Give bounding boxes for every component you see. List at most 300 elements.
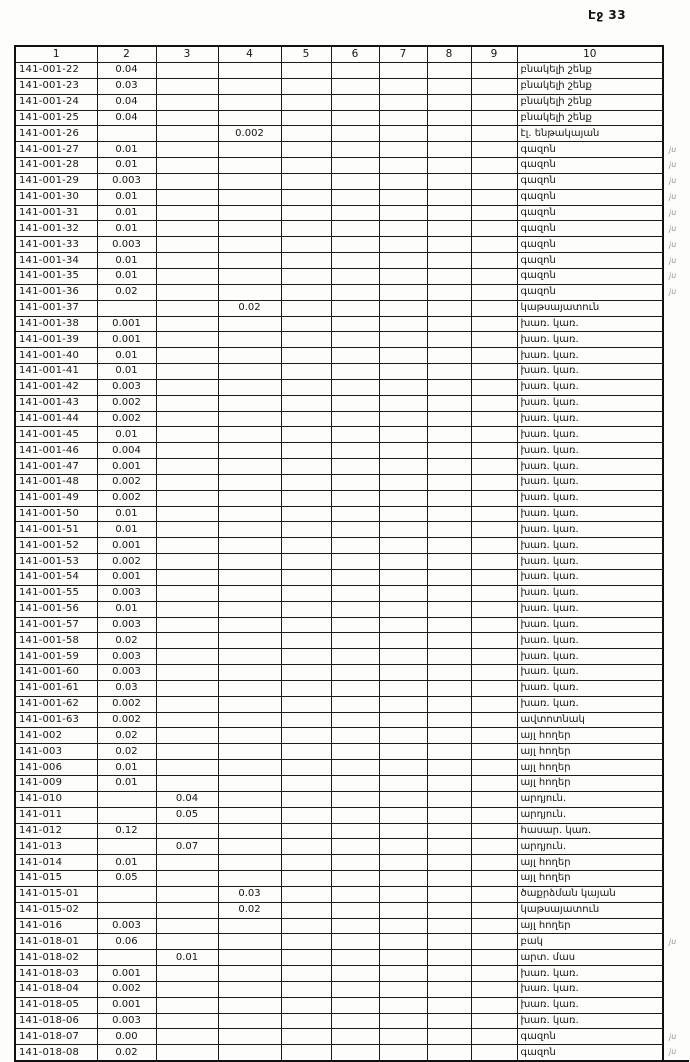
col7-value-cell bbox=[379, 1045, 427, 1061]
parcel-id-cell: 141-001-26 bbox=[15, 126, 97, 142]
col2-value-cell: 0.05 bbox=[97, 871, 156, 887]
column-header-2: 2 bbox=[97, 46, 156, 63]
col8-value-cell bbox=[427, 94, 471, 110]
col6-value-cell bbox=[331, 633, 379, 649]
col2-value-cell bbox=[97, 807, 156, 823]
table-row bbox=[15, 332, 689, 348]
col7-value-cell bbox=[379, 760, 427, 776]
col3-value-cell bbox=[156, 570, 218, 586]
col9-value-cell bbox=[471, 871, 517, 887]
col3-value-cell bbox=[156, 934, 218, 950]
col4-value-cell bbox=[218, 427, 281, 443]
col9-value-cell bbox=[471, 981, 517, 997]
col5-value-cell bbox=[281, 506, 331, 522]
land-use-cell: արդյուն. bbox=[517, 791, 663, 807]
col2-value-cell: 0.06 bbox=[97, 934, 156, 950]
col2-value-cell: 0.01 bbox=[97, 253, 156, 269]
land-use-cell: բնակելի շենք bbox=[517, 110, 663, 126]
column-header-9: 9 bbox=[471, 46, 517, 63]
parcel-id-cell: 141-001-41 bbox=[15, 364, 97, 380]
margin-mark bbox=[663, 110, 689, 126]
table-row bbox=[15, 775, 689, 791]
col5-value-cell bbox=[281, 348, 331, 364]
parcel-id-cell: 141-001-48 bbox=[15, 474, 97, 490]
col6-value-cell bbox=[331, 411, 379, 427]
col5-value-cell bbox=[281, 791, 331, 807]
col3-value-cell bbox=[156, 1013, 218, 1029]
table-row bbox=[15, 601, 689, 617]
col6-value-cell bbox=[331, 839, 379, 855]
col5-value-cell bbox=[281, 902, 331, 918]
margin-mark bbox=[663, 459, 689, 475]
margin-mark bbox=[663, 649, 689, 665]
parcel-id-cell: 141-001-32 bbox=[15, 221, 97, 237]
col8-value-cell bbox=[427, 680, 471, 696]
col9-value-cell bbox=[471, 522, 517, 538]
col6-value-cell bbox=[331, 253, 379, 269]
table-row bbox=[15, 1045, 689, 1061]
land-use-cell: ավտոտնակ bbox=[517, 712, 663, 728]
col6-value-cell bbox=[331, 142, 379, 158]
col9-value-cell bbox=[471, 807, 517, 823]
table-row bbox=[15, 791, 689, 807]
col8-value-cell bbox=[427, 855, 471, 871]
col4-value-cell bbox=[218, 158, 281, 174]
margin-mark bbox=[663, 348, 689, 364]
column-header-7: 7 bbox=[379, 46, 427, 63]
col3-value-cell bbox=[156, 966, 218, 982]
col9-value-cell bbox=[471, 712, 517, 728]
col2-value-cell: 0.002 bbox=[97, 981, 156, 997]
col9-value-cell bbox=[471, 585, 517, 601]
col5-value-cell bbox=[281, 268, 331, 284]
col8-value-cell bbox=[427, 459, 471, 475]
table-row bbox=[15, 744, 689, 760]
land-use-cell: այլ հողեր bbox=[517, 855, 663, 871]
parcel-id-cell: 141-001-27 bbox=[15, 142, 97, 158]
col9-value-cell bbox=[471, 538, 517, 554]
parcel-id-cell: 141-001-54 bbox=[15, 570, 97, 586]
col9-value-cell bbox=[471, 268, 517, 284]
col5-value-cell bbox=[281, 665, 331, 681]
table-row bbox=[15, 268, 689, 284]
col3-value-cell bbox=[156, 665, 218, 681]
table-row bbox=[15, 871, 689, 887]
col3-value-cell bbox=[156, 823, 218, 839]
col8-value-cell bbox=[427, 78, 471, 94]
table-row bbox=[15, 918, 689, 934]
col4-value-cell bbox=[218, 142, 281, 158]
col8-value-cell bbox=[427, 665, 471, 681]
col4-value-cell bbox=[218, 1045, 281, 1061]
col7-value-cell bbox=[379, 570, 427, 586]
col8-value-cell bbox=[427, 126, 471, 142]
col2-value-cell: 0.03 bbox=[97, 78, 156, 94]
margin-mark bbox=[663, 712, 689, 728]
col8-value-cell bbox=[427, 300, 471, 316]
margin-mark bbox=[663, 395, 689, 411]
col4-value-cell bbox=[218, 570, 281, 586]
col4-value-cell bbox=[218, 585, 281, 601]
col6-value-cell bbox=[331, 554, 379, 570]
parcel-id-cell: 141-016 bbox=[15, 918, 97, 934]
col7-value-cell bbox=[379, 443, 427, 459]
land-use-cell: այլ հողեր bbox=[517, 728, 663, 744]
col3-value-cell bbox=[156, 522, 218, 538]
col7-value-cell bbox=[379, 728, 427, 744]
col7-value-cell bbox=[379, 744, 427, 760]
col6-value-cell bbox=[331, 221, 379, 237]
parcel-id-cell: 141-015-01 bbox=[15, 886, 97, 902]
col8-value-cell bbox=[427, 268, 471, 284]
table-header bbox=[15, 46, 689, 63]
margin-mark bbox=[663, 443, 689, 459]
col5-value-cell bbox=[281, 950, 331, 966]
margin-spacer bbox=[663, 46, 689, 63]
land-use-cell: այլ հողեր bbox=[517, 871, 663, 887]
col7-value-cell bbox=[379, 395, 427, 411]
col6-value-cell bbox=[331, 205, 379, 221]
col9-value-cell bbox=[471, 1029, 517, 1045]
col8-value-cell bbox=[427, 1045, 471, 1061]
land-use-cell: կաթսայատուն bbox=[517, 300, 663, 316]
margin-mark bbox=[663, 300, 689, 316]
margin-mark bbox=[663, 886, 689, 902]
col3-value-cell bbox=[156, 886, 218, 902]
table-row bbox=[15, 665, 689, 681]
col3-value-cell bbox=[156, 142, 218, 158]
col5-value-cell bbox=[281, 332, 331, 348]
col8-value-cell bbox=[427, 775, 471, 791]
col2-value-cell: 0.01 bbox=[97, 158, 156, 174]
col7-value-cell bbox=[379, 94, 427, 110]
col4-value-cell bbox=[218, 775, 281, 791]
col2-value-cell bbox=[97, 791, 156, 807]
col2-value-cell: 0.002 bbox=[97, 490, 156, 506]
col5-value-cell bbox=[281, 775, 331, 791]
land-use-cell: գազոն bbox=[517, 142, 663, 158]
col8-value-cell bbox=[427, 411, 471, 427]
parcel-id-cell: 141-001-31 bbox=[15, 205, 97, 221]
col6-value-cell bbox=[331, 570, 379, 586]
col2-value-cell: 0.002 bbox=[97, 411, 156, 427]
land-use-cell: խառ. կառ. bbox=[517, 570, 663, 586]
col8-value-cell bbox=[427, 63, 471, 79]
land-use-cell: բակ bbox=[517, 934, 663, 950]
col7-value-cell bbox=[379, 981, 427, 997]
col6-value-cell bbox=[331, 126, 379, 142]
col4-value-cell bbox=[218, 744, 281, 760]
col2-value-cell: 0.003 bbox=[97, 379, 156, 395]
table-row bbox=[15, 981, 689, 997]
parcel-id-cell: 141-001-56 bbox=[15, 601, 97, 617]
parcel-id-cell: 141-014 bbox=[15, 855, 97, 871]
col7-value-cell bbox=[379, 1013, 427, 1029]
col2-value-cell: 0.001 bbox=[97, 316, 156, 332]
col5-value-cell bbox=[281, 744, 331, 760]
col5-value-cell bbox=[281, 1045, 331, 1061]
col9-value-cell bbox=[471, 934, 517, 950]
parcel-id-cell: 141-001-47 bbox=[15, 459, 97, 475]
col2-value-cell: 0.002 bbox=[97, 554, 156, 570]
col8-value-cell bbox=[427, 601, 471, 617]
col6-value-cell bbox=[331, 316, 379, 332]
col7-value-cell bbox=[379, 474, 427, 490]
table-row bbox=[15, 364, 689, 380]
col7-value-cell bbox=[379, 823, 427, 839]
col4-value-cell bbox=[218, 712, 281, 728]
land-use-cell: խառ. կառ. bbox=[517, 316, 663, 332]
table-row bbox=[15, 189, 689, 205]
col6-value-cell bbox=[331, 332, 379, 348]
col4-value-cell bbox=[218, 823, 281, 839]
margin-mark bbox=[663, 554, 689, 570]
col4-value-cell bbox=[218, 253, 281, 269]
table-row bbox=[15, 490, 689, 506]
parcel-id-cell: 141-006 bbox=[15, 760, 97, 776]
parcel-id-cell: 141-018-08 bbox=[15, 1045, 97, 1061]
col3-value-cell bbox=[156, 902, 218, 918]
col3-value-cell bbox=[156, 316, 218, 332]
column-header-8: 8 bbox=[427, 46, 471, 63]
land-use-cell: գազոն bbox=[517, 253, 663, 269]
col7-value-cell bbox=[379, 364, 427, 380]
col8-value-cell bbox=[427, 839, 471, 855]
col4-value-cell bbox=[218, 855, 281, 871]
col9-value-cell bbox=[471, 253, 517, 269]
table-row bbox=[15, 617, 689, 633]
margin-mark bbox=[663, 966, 689, 982]
col6-value-cell bbox=[331, 506, 379, 522]
land-use-cell: խառ. կառ. bbox=[517, 1013, 663, 1029]
land-use-cell: գազոն bbox=[517, 1029, 663, 1045]
col3-value-cell bbox=[156, 126, 218, 142]
col5-value-cell bbox=[281, 712, 331, 728]
parcel-id-cell: 141-009 bbox=[15, 775, 97, 791]
table-row bbox=[15, 348, 689, 364]
col4-value-cell bbox=[218, 760, 281, 776]
col4-value-cell bbox=[218, 379, 281, 395]
land-use-cell: գազոն bbox=[517, 205, 663, 221]
col7-value-cell bbox=[379, 173, 427, 189]
col7-value-cell bbox=[379, 126, 427, 142]
col2-value-cell: 0.01 bbox=[97, 221, 156, 237]
parcel-id-cell: 141-001-42 bbox=[15, 379, 97, 395]
col3-value-cell bbox=[156, 981, 218, 997]
col4-value-cell bbox=[218, 633, 281, 649]
parcel-id-cell: 141-018-06 bbox=[15, 1013, 97, 1029]
col8-value-cell bbox=[427, 934, 471, 950]
parcel-id-cell: 141-011 bbox=[15, 807, 97, 823]
col5-value-cell bbox=[281, 173, 331, 189]
col5-value-cell bbox=[281, 300, 331, 316]
col9-value-cell bbox=[471, 237, 517, 253]
parcel-id-cell: 141-013 bbox=[15, 839, 97, 855]
margin-mark bbox=[663, 902, 689, 918]
land-use-cell: խառ. կառ. bbox=[517, 427, 663, 443]
col8-value-cell bbox=[427, 950, 471, 966]
parcel-id-cell: 141-001-28 bbox=[15, 158, 97, 174]
col8-value-cell bbox=[427, 142, 471, 158]
col5-value-cell bbox=[281, 395, 331, 411]
col7-value-cell bbox=[379, 332, 427, 348]
col4-value-cell bbox=[218, 332, 281, 348]
land-use-cell: խառ. կառ. bbox=[517, 348, 663, 364]
col7-value-cell bbox=[379, 348, 427, 364]
col4-value-cell bbox=[218, 728, 281, 744]
col6-value-cell bbox=[331, 744, 379, 760]
parcel-id-cell: 141-001-52 bbox=[15, 538, 97, 554]
col5-value-cell bbox=[281, 490, 331, 506]
table-row bbox=[15, 506, 689, 522]
margin-mark bbox=[663, 78, 689, 94]
table-row bbox=[15, 585, 689, 601]
col8-value-cell bbox=[427, 189, 471, 205]
col9-value-cell bbox=[471, 364, 517, 380]
col2-value-cell: 0.002 bbox=[97, 696, 156, 712]
col8-value-cell bbox=[427, 332, 471, 348]
land-use-cell: խառ. կառ. bbox=[517, 696, 663, 712]
col9-value-cell bbox=[471, 839, 517, 855]
col2-value-cell: 0.003 bbox=[97, 585, 156, 601]
col2-value-cell: 0.01 bbox=[97, 142, 156, 158]
col4-value-cell bbox=[218, 110, 281, 126]
col3-value-cell bbox=[156, 601, 218, 617]
land-use-cell: խառ. կառ. bbox=[517, 411, 663, 427]
col7-value-cell bbox=[379, 696, 427, 712]
table-row bbox=[15, 427, 689, 443]
parcel-id-cell: 141-001-62 bbox=[15, 696, 97, 712]
land-use-cell: խառ. կառ. bbox=[517, 522, 663, 538]
col8-value-cell bbox=[427, 427, 471, 443]
col3-value-cell bbox=[156, 696, 218, 712]
land-use-cell: խառ. կառ. bbox=[517, 364, 663, 380]
parcel-id-cell: 141-010 bbox=[15, 791, 97, 807]
col2-value-cell: 0.002 bbox=[97, 395, 156, 411]
col6-value-cell bbox=[331, 601, 379, 617]
col4-value-cell bbox=[218, 934, 281, 950]
table-row bbox=[15, 886, 689, 902]
col3-value-cell bbox=[156, 379, 218, 395]
col6-value-cell bbox=[331, 950, 379, 966]
col3-value-cell bbox=[156, 173, 218, 189]
col5-value-cell bbox=[281, 522, 331, 538]
col7-value-cell bbox=[379, 966, 427, 982]
parcel-id-cell: 141-001-23 bbox=[15, 78, 97, 94]
parcel-id-cell: 141-001-45 bbox=[15, 427, 97, 443]
col5-value-cell bbox=[281, 364, 331, 380]
col7-value-cell bbox=[379, 316, 427, 332]
col3-value-cell bbox=[156, 585, 218, 601]
table-row bbox=[15, 316, 689, 332]
col5-value-cell bbox=[281, 617, 331, 633]
col8-value-cell bbox=[427, 379, 471, 395]
table-row bbox=[15, 934, 689, 950]
col3-value-cell bbox=[156, 855, 218, 871]
col8-value-cell bbox=[427, 871, 471, 887]
col5-value-cell bbox=[281, 427, 331, 443]
col7-value-cell bbox=[379, 997, 427, 1013]
col2-value-cell: 0.04 bbox=[97, 63, 156, 79]
col5-value-cell bbox=[281, 680, 331, 696]
col2-value-cell: 0.003 bbox=[97, 237, 156, 253]
col8-value-cell bbox=[427, 791, 471, 807]
col4-value-cell bbox=[218, 966, 281, 982]
parcel-id-cell: 141-001-50 bbox=[15, 506, 97, 522]
col3-value-cell bbox=[156, 300, 218, 316]
parcel-id-cell: 141-001-63 bbox=[15, 712, 97, 728]
parcel-id-cell: 141-001-46 bbox=[15, 443, 97, 459]
parcel-id-cell: 141-001-51 bbox=[15, 522, 97, 538]
col2-value-cell bbox=[97, 902, 156, 918]
land-use-cell: գազոն bbox=[517, 189, 663, 205]
margin-mark: ju bbox=[669, 255, 677, 265]
col2-value-cell bbox=[97, 126, 156, 142]
col6-value-cell bbox=[331, 189, 379, 205]
col5-value-cell bbox=[281, 997, 331, 1013]
margin-mark bbox=[663, 63, 689, 79]
col5-value-cell bbox=[281, 189, 331, 205]
col4-value-cell bbox=[218, 443, 281, 459]
margin-mark bbox=[663, 744, 689, 760]
col8-value-cell bbox=[427, 633, 471, 649]
parcel-id-cell: 141-001-44 bbox=[15, 411, 97, 427]
col9-value-cell bbox=[471, 94, 517, 110]
col9-value-cell bbox=[471, 379, 517, 395]
col4-value-cell bbox=[218, 490, 281, 506]
margin-mark bbox=[663, 633, 689, 649]
table-row bbox=[15, 142, 689, 158]
col3-value-cell bbox=[156, 205, 218, 221]
margin-mark: ju bbox=[669, 287, 677, 297]
table-row bbox=[15, 807, 689, 823]
col6-value-cell bbox=[331, 918, 379, 934]
land-use-cell: խառ. կառ. bbox=[517, 997, 663, 1013]
col8-value-cell bbox=[427, 538, 471, 554]
col4-value-cell bbox=[218, 284, 281, 300]
col7-value-cell bbox=[379, 379, 427, 395]
parcel-id-cell: 141-001-22 bbox=[15, 63, 97, 79]
land-use-cell: այլ հողեր bbox=[517, 760, 663, 776]
land-use-cell: խառ. կառ. bbox=[517, 538, 663, 554]
margin-mark bbox=[663, 94, 689, 110]
land-use-cell: գազոն bbox=[517, 158, 663, 174]
col7-value-cell bbox=[379, 110, 427, 126]
col3-value-cell bbox=[156, 474, 218, 490]
col2-value-cell: 0.01 bbox=[97, 268, 156, 284]
margin-mark bbox=[663, 427, 689, 443]
col7-value-cell bbox=[379, 253, 427, 269]
col5-value-cell bbox=[281, 78, 331, 94]
margin-mark bbox=[663, 871, 689, 887]
col8-value-cell bbox=[427, 966, 471, 982]
col8-value-cell bbox=[427, 490, 471, 506]
col7-value-cell bbox=[379, 585, 427, 601]
col7-value-cell bbox=[379, 300, 427, 316]
parcel-id-cell: 141-001-30 bbox=[15, 189, 97, 205]
col7-value-cell bbox=[379, 506, 427, 522]
parcel-id-cell: 141-001-58 bbox=[15, 633, 97, 649]
land-use-cell: գազոն bbox=[517, 237, 663, 253]
col4-value-cell bbox=[218, 411, 281, 427]
table-row bbox=[15, 649, 689, 665]
col5-value-cell bbox=[281, 886, 331, 902]
col3-value-cell bbox=[156, 189, 218, 205]
land-use-cell: գազոն bbox=[517, 284, 663, 300]
land-use-cell: ծաքրձման կայան bbox=[517, 886, 663, 902]
col9-value-cell bbox=[471, 966, 517, 982]
col2-value-cell: 0.04 bbox=[97, 94, 156, 110]
